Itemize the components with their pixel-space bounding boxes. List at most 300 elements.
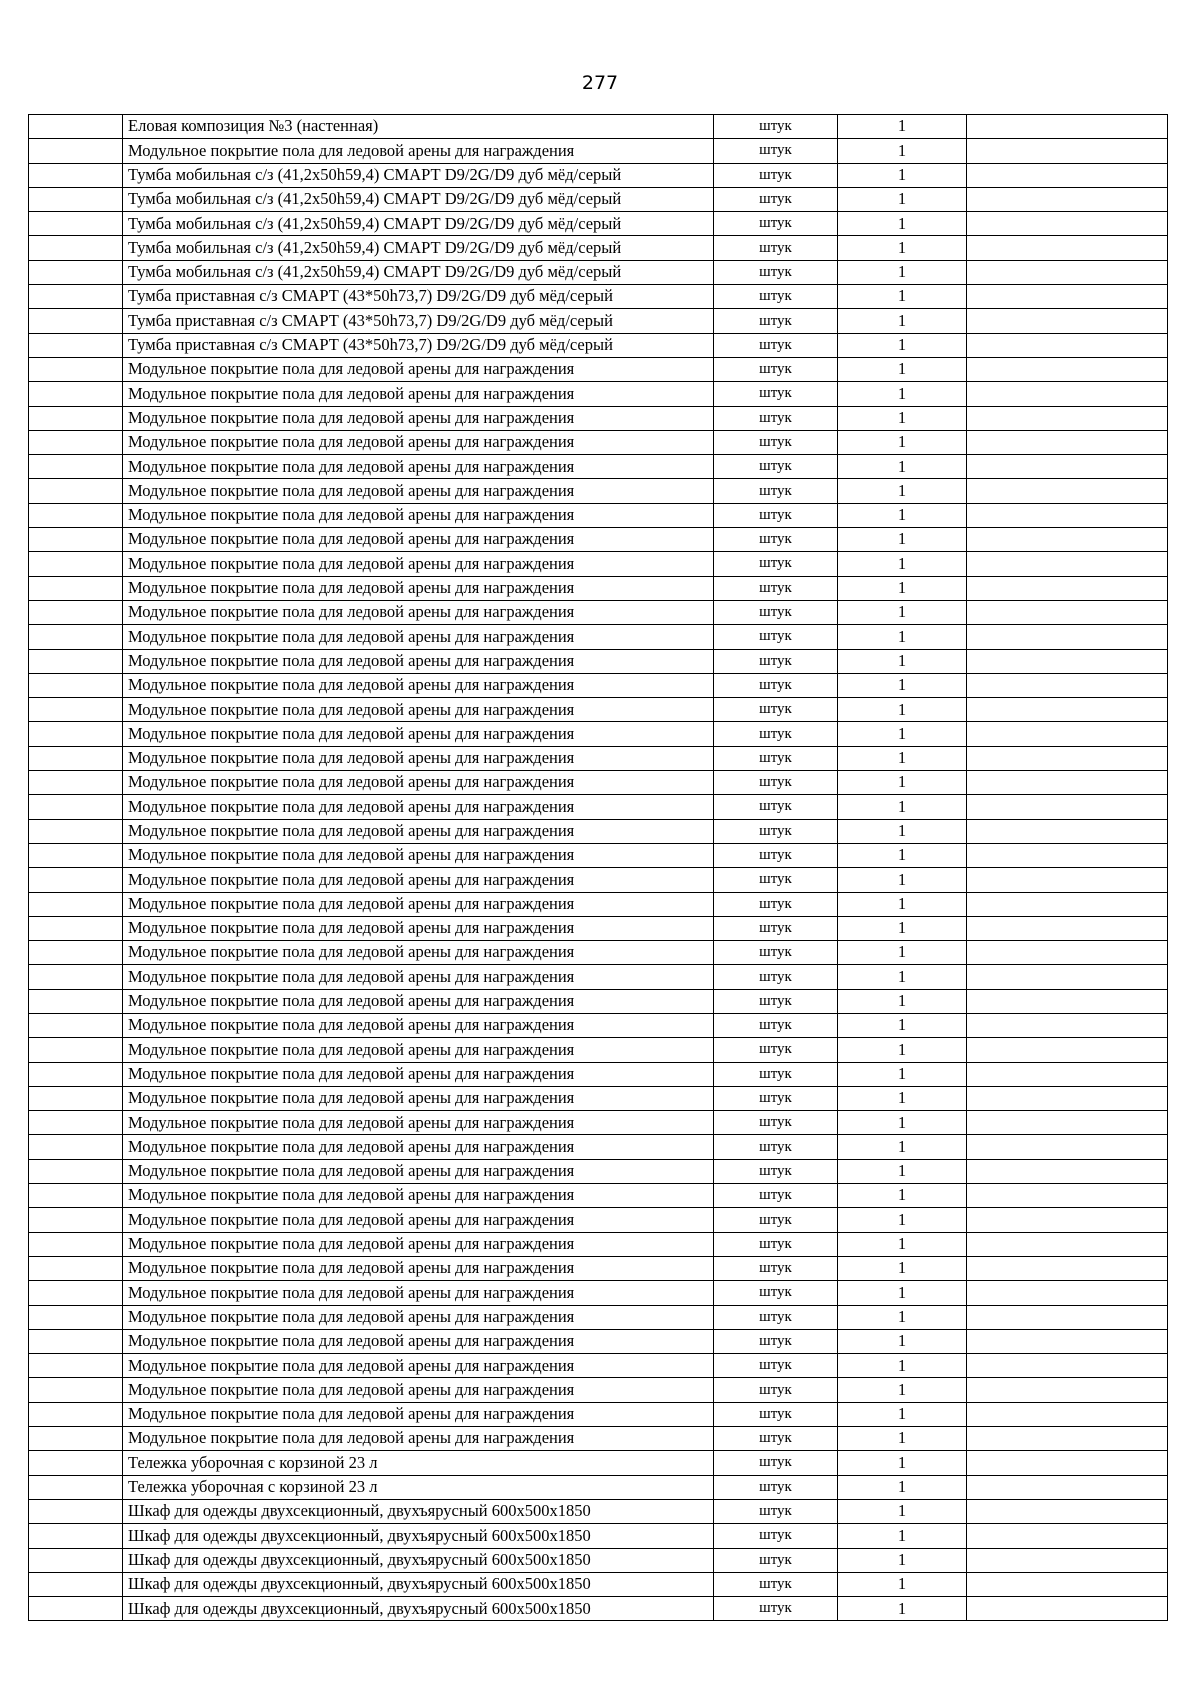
index-cell: [29, 552, 123, 576]
index-cell: [29, 1281, 123, 1305]
index-cell: [29, 576, 123, 600]
index-cell: [29, 1475, 123, 1499]
quantity-cell: 1: [838, 1159, 967, 1183]
note-cell: [967, 600, 1168, 624]
note-cell: [967, 1572, 1168, 1596]
note-cell: [967, 309, 1168, 333]
unit-cell: штук: [714, 843, 838, 867]
note-cell: [967, 357, 1168, 381]
quantity-cell: 1: [838, 115, 967, 139]
item-name-cell: Модульное покрытие пола для ледовой арены для награждения: [123, 1013, 714, 1037]
quantity-cell: 1: [838, 771, 967, 795]
index-cell: [29, 698, 123, 722]
item-name-cell: Модульное покрытие пола для ледовой арены для награждения: [123, 1256, 714, 1280]
item-name-cell: Модульное покрытие пола для ледовой арены для награждения: [123, 1329, 714, 1353]
quantity-cell: 1: [838, 163, 967, 187]
item-name-cell: Модульное покрытие пола для ледовой арены для награждения: [123, 965, 714, 989]
note-cell: [967, 552, 1168, 576]
quantity-cell: 1: [838, 1354, 967, 1378]
table-row: [29, 1208, 1168, 1232]
index-cell: [29, 406, 123, 430]
item-name-cell: Модульное покрытие пола для ледовой арены для награждения: [123, 357, 714, 381]
table-row: [29, 455, 1168, 479]
table-row: [29, 1135, 1168, 1159]
quantity-cell: 1: [838, 455, 967, 479]
item-name-cell: Шкаф для одежды двухсекционный, двухъярусный 600х500х1850: [123, 1548, 714, 1572]
item-name-cell: Модульное покрытие пола для ледовой арены для награждения: [123, 1354, 714, 1378]
quantity-cell: 1: [838, 989, 967, 1013]
table-row: [29, 600, 1168, 624]
note-cell: [967, 1038, 1168, 1062]
table-row: [29, 1427, 1168, 1451]
quantity-cell: 1: [838, 333, 967, 357]
note-cell: [967, 1378, 1168, 1402]
unit-cell: штук: [714, 1354, 838, 1378]
table-row: [29, 430, 1168, 454]
quantity-cell: 1: [838, 600, 967, 624]
note-cell: [967, 236, 1168, 260]
index-cell: [29, 649, 123, 673]
quantity-cell: 1: [838, 1427, 967, 1451]
unit-cell: штук: [714, 552, 838, 576]
index-cell: [29, 333, 123, 357]
unit-cell: штук: [714, 1281, 838, 1305]
unit-cell: штук: [714, 528, 838, 552]
unit-cell: штук: [714, 576, 838, 600]
index-cell: [29, 795, 123, 819]
table-row: [29, 333, 1168, 357]
index-cell: [29, 819, 123, 843]
index-cell: [29, 455, 123, 479]
item-name-cell: Модульное покрытие пола для ледовой арены для награждения: [123, 698, 714, 722]
table-row: [29, 819, 1168, 843]
table-row: [29, 989, 1168, 1013]
note-cell: [967, 1159, 1168, 1183]
table-row: [29, 892, 1168, 916]
index-cell: [29, 722, 123, 746]
table-row: [29, 285, 1168, 309]
item-name-cell: Модульное покрытие пола для ледовой арены для награждения: [123, 528, 714, 552]
quantity-cell: 1: [838, 1062, 967, 1086]
note-cell: [967, 1013, 1168, 1037]
unit-cell: штук: [714, 357, 838, 381]
note-cell: [967, 722, 1168, 746]
quantity-cell: 1: [838, 1135, 967, 1159]
unit-cell: штук: [714, 1135, 838, 1159]
table-row: [29, 1548, 1168, 1572]
quantity-cell: 1: [838, 843, 967, 867]
table-row: [29, 187, 1168, 211]
quantity-cell: 1: [838, 187, 967, 211]
table-row: [29, 916, 1168, 940]
table-row: [29, 1111, 1168, 1135]
table-row: [29, 649, 1168, 673]
item-name-cell: Модульное покрытие пола для ледовой арены для награждения: [123, 139, 714, 163]
item-name-cell: Модульное покрытие пола для ледовой арены для награждения: [123, 1159, 714, 1183]
index-cell: [29, 1329, 123, 1353]
unit-cell: штук: [714, 115, 838, 139]
index-cell: [29, 1378, 123, 1402]
note-cell: [967, 868, 1168, 892]
quantity-cell: 1: [838, 1524, 967, 1548]
table-row: [29, 1475, 1168, 1499]
item-name-cell: Модульное покрытие пола для ледовой арены для награждения: [123, 1184, 714, 1208]
table-row: [29, 406, 1168, 430]
note-cell: [967, 1354, 1168, 1378]
index-cell: [29, 1402, 123, 1426]
index-cell: [29, 479, 123, 503]
note-cell: [967, 1499, 1168, 1523]
quantity-cell: 1: [838, 722, 967, 746]
table-row: [29, 868, 1168, 892]
unit-cell: штук: [714, 1475, 838, 1499]
note-cell: [967, 1597, 1168, 1621]
unit-cell: штук: [714, 965, 838, 989]
table-row: [29, 965, 1168, 989]
note-cell: [967, 965, 1168, 989]
index-cell: [29, 236, 123, 260]
index-cell: [29, 1086, 123, 1110]
table-row: [29, 139, 1168, 163]
index-cell: [29, 989, 123, 1013]
unit-cell: штук: [714, 406, 838, 430]
unit-cell: штук: [714, 1402, 838, 1426]
unit-cell: штук: [714, 1062, 838, 1086]
table-row: [29, 1524, 1168, 1548]
quantity-cell: 1: [838, 1402, 967, 1426]
table-row: [29, 1499, 1168, 1523]
unit-cell: штук: [714, 1013, 838, 1037]
index-cell: [29, 1256, 123, 1280]
note-cell: [967, 771, 1168, 795]
item-name-cell: Модульное покрытие пола для ледовой арены для награждения: [123, 916, 714, 940]
table-row: [29, 1402, 1168, 1426]
unit-cell: штук: [714, 1524, 838, 1548]
quantity-cell: 1: [838, 1086, 967, 1110]
item-name-cell: Тумба приставная с/з СМАРТ (43*50h73,7) D9/2G/D9 дуб мёд/серый: [123, 309, 714, 333]
table-row: [29, 479, 1168, 503]
item-name-cell: Модульное покрытие пола для ледовой арены для награждения: [123, 941, 714, 965]
item-name-cell: Модульное покрытие пола для ледовой арены для награждения: [123, 1062, 714, 1086]
quantity-cell: 1: [838, 1208, 967, 1232]
index-cell: [29, 1572, 123, 1596]
table-row: [29, 722, 1168, 746]
item-name-cell: Модульное покрытие пола для ледовой арены для награждения: [123, 382, 714, 406]
unit-cell: штук: [714, 625, 838, 649]
item-name-cell: Тележка уборочная с корзиной 23 л: [123, 1451, 714, 1475]
note-cell: [967, 673, 1168, 697]
unit-cell: штук: [714, 382, 838, 406]
unit-cell: штук: [714, 1548, 838, 1572]
item-name-cell: Модульное покрытие пола для ледовой арены для награждения: [123, 649, 714, 673]
item-name-cell: Модульное покрытие пола для ледовой арены для награждения: [123, 1427, 714, 1451]
note-cell: [967, 625, 1168, 649]
unit-cell: штук: [714, 1572, 838, 1596]
item-name-cell: Модульное покрытие пола для ледовой арены для награждения: [123, 1305, 714, 1329]
unit-cell: штук: [714, 479, 838, 503]
index-cell: [29, 1305, 123, 1329]
item-name-cell: Модульное покрытие пола для ледовой арены для награждения: [123, 479, 714, 503]
item-name-cell: Тумба приставная с/з СМАРТ (43*50h73,7) D9/2G/D9 дуб мёд/серый: [123, 285, 714, 309]
quantity-cell: 1: [838, 1038, 967, 1062]
table-row: [29, 625, 1168, 649]
note-cell: [967, 916, 1168, 940]
quantity-cell: 1: [838, 212, 967, 236]
quantity-cell: 1: [838, 819, 967, 843]
quantity-cell: 1: [838, 1232, 967, 1256]
item-name-cell: Модульное покрытие пола для ледовой арены для награждения: [123, 576, 714, 600]
table-row: [29, 309, 1168, 333]
note-cell: [967, 1062, 1168, 1086]
index-cell: [29, 1208, 123, 1232]
note-cell: [967, 1086, 1168, 1110]
note-cell: [967, 698, 1168, 722]
unit-cell: штук: [714, 1499, 838, 1523]
quantity-cell: 1: [838, 916, 967, 940]
quantity-cell: 1: [838, 552, 967, 576]
table-row: [29, 576, 1168, 600]
unit-cell: штук: [714, 941, 838, 965]
quantity-cell: 1: [838, 382, 967, 406]
table-row: [29, 1572, 1168, 1596]
index-cell: [29, 382, 123, 406]
quantity-cell: 1: [838, 892, 967, 916]
index-cell: [29, 163, 123, 187]
table-row: [29, 163, 1168, 187]
table-row: [29, 1232, 1168, 1256]
item-name-cell: Модульное покрытие пола для ледовой арены для награждения: [123, 1135, 714, 1159]
item-name-cell: Модульное покрытие пола для ледовой арены для награждения: [123, 1281, 714, 1305]
unit-cell: штук: [714, 1232, 838, 1256]
item-name-cell: Модульное покрытие пола для ледовой арены для награждения: [123, 503, 714, 527]
table-row: [29, 1256, 1168, 1280]
unit-cell: штук: [714, 989, 838, 1013]
note-cell: [967, 1208, 1168, 1232]
item-name-cell: Тумба приставная с/з СМАРТ (43*50h73,7) D9/2G/D9 дуб мёд/серый: [123, 333, 714, 357]
index-cell: [29, 1427, 123, 1451]
quantity-cell: 1: [838, 1378, 967, 1402]
unit-cell: штук: [714, 1305, 838, 1329]
index-cell: [29, 892, 123, 916]
table-row: [29, 673, 1168, 697]
note-cell: [967, 1475, 1168, 1499]
item-name-cell: Еловая композиция №3 (настенная): [123, 115, 714, 139]
quantity-cell: 1: [838, 1305, 967, 1329]
quantity-cell: 1: [838, 357, 967, 381]
unit-cell: штук: [714, 1038, 838, 1062]
note-cell: [967, 382, 1168, 406]
index-cell: [29, 843, 123, 867]
index-cell: [29, 430, 123, 454]
index-cell: [29, 1354, 123, 1378]
quantity-cell: 1: [838, 406, 967, 430]
quantity-cell: 1: [838, 309, 967, 333]
item-name-cell: Модульное покрытие пола для ледовой арены для награждения: [123, 892, 714, 916]
unit-cell: штук: [714, 1086, 838, 1110]
index-cell: [29, 139, 123, 163]
table-row: [29, 1184, 1168, 1208]
item-name-cell: Модульное покрытие пола для ледовой арены для награждения: [123, 406, 714, 430]
quantity-cell: 1: [838, 285, 967, 309]
unit-cell: штук: [714, 260, 838, 284]
note-cell: [967, 163, 1168, 187]
unit-cell: штук: [714, 1159, 838, 1183]
unit-cell: штук: [714, 746, 838, 770]
index-cell: [29, 260, 123, 284]
note-cell: [967, 406, 1168, 430]
index-cell: [29, 868, 123, 892]
note-cell: [967, 1305, 1168, 1329]
quantity-cell: 1: [838, 260, 967, 284]
item-name-cell: Модульное покрытие пола для ледовой арены для награждения: [123, 552, 714, 576]
item-name-cell: Тележка уборочная с корзиной 23 л: [123, 1475, 714, 1499]
index-cell: [29, 1159, 123, 1183]
quantity-cell: 1: [838, 236, 967, 260]
index-cell: [29, 285, 123, 309]
quantity-cell: 1: [838, 1329, 967, 1353]
table-row: [29, 528, 1168, 552]
quantity-cell: 1: [838, 746, 967, 770]
item-name-cell: Тумба мобильная с/з (41,2х50h59,4) СМАРТ D9/2G/D9 дуб мёд/серый: [123, 163, 714, 187]
unit-cell: штук: [714, 455, 838, 479]
note-cell: [967, 187, 1168, 211]
table-row: [29, 1038, 1168, 1062]
unit-cell: штук: [714, 600, 838, 624]
index-cell: [29, 357, 123, 381]
item-name-cell: Модульное покрытие пола для ледовой арены для награждения: [123, 868, 714, 892]
item-name-cell: Тумба мобильная с/з (41,2х50h59,4) СМАРТ D9/2G/D9 дуб мёд/серый: [123, 260, 714, 284]
item-name-cell: Модульное покрытие пола для ледовой арены для награждения: [123, 795, 714, 819]
table-row: [29, 1305, 1168, 1329]
index-cell: [29, 115, 123, 139]
unit-cell: штук: [714, 892, 838, 916]
note-cell: [967, 1184, 1168, 1208]
index-cell: [29, 1597, 123, 1621]
note-cell: [967, 795, 1168, 819]
table-row: [29, 1354, 1168, 1378]
quantity-cell: 1: [838, 1281, 967, 1305]
note-cell: [967, 333, 1168, 357]
index-cell: [29, 771, 123, 795]
table-row: [29, 212, 1168, 236]
index-cell: [29, 1499, 123, 1523]
table-row: [29, 771, 1168, 795]
index-cell: [29, 1062, 123, 1086]
index-cell: [29, 1524, 123, 1548]
inventory-table: [28, 114, 1168, 1621]
note-cell: [967, 1524, 1168, 1548]
item-name-cell: Тумба мобильная с/з (41,2х50h59,4) СМАРТ D9/2G/D9 дуб мёд/серый: [123, 187, 714, 211]
quantity-cell: 1: [838, 430, 967, 454]
note-cell: [967, 503, 1168, 527]
quantity-cell: 1: [838, 1548, 967, 1572]
item-name-cell: Модульное покрытие пола для ледовой арены для награждения: [123, 1402, 714, 1426]
inventory-table-body: [29, 115, 1168, 1621]
note-cell: [967, 479, 1168, 503]
note-cell: [967, 989, 1168, 1013]
quantity-cell: 1: [838, 941, 967, 965]
note-cell: [967, 649, 1168, 673]
item-name-cell: Модульное покрытие пола для ледовой арены для награждения: [123, 746, 714, 770]
quantity-cell: 1: [838, 965, 967, 989]
table-row: [29, 795, 1168, 819]
item-name-cell: Шкаф для одежды двухсекционный, двухъярусный 600х500х1850: [123, 1572, 714, 1596]
unit-cell: штук: [714, 916, 838, 940]
item-name-cell: Модульное покрытие пола для ледовой арены для награждения: [123, 1208, 714, 1232]
note-cell: [967, 455, 1168, 479]
item-name-cell: Модульное покрытие пола для ледовой арены для награждения: [123, 673, 714, 697]
unit-cell: штук: [714, 722, 838, 746]
item-name-cell: Тумба мобильная с/з (41,2х50h59,4) СМАРТ D9/2G/D9 дуб мёд/серый: [123, 236, 714, 260]
note-cell: [967, 1451, 1168, 1475]
quantity-cell: 1: [838, 576, 967, 600]
item-name-cell: Модульное покрытие пола для ледовой арены для награждения: [123, 843, 714, 867]
unit-cell: штук: [714, 819, 838, 843]
note-cell: [967, 528, 1168, 552]
index-cell: [29, 916, 123, 940]
unit-cell: штук: [714, 1597, 838, 1621]
quantity-cell: 1: [838, 1013, 967, 1037]
note-cell: [967, 1111, 1168, 1135]
table-row: [29, 1329, 1168, 1353]
index-cell: [29, 941, 123, 965]
note-cell: [967, 139, 1168, 163]
quantity-cell: 1: [838, 649, 967, 673]
index-cell: [29, 187, 123, 211]
item-name-cell: Модульное покрытие пола для ледовой арены для награждения: [123, 430, 714, 454]
note-cell: [967, 1548, 1168, 1572]
item-name-cell: Модульное покрытие пола для ледовой арены для награждения: [123, 455, 714, 479]
table-row: [29, 115, 1168, 139]
note-cell: [967, 746, 1168, 770]
table-row: [29, 1378, 1168, 1402]
note-cell: [967, 1402, 1168, 1426]
table-row: [29, 1281, 1168, 1305]
quantity-cell: 1: [838, 1111, 967, 1135]
table-row: [29, 357, 1168, 381]
note-cell: [967, 819, 1168, 843]
note-cell: [967, 1135, 1168, 1159]
unit-cell: штук: [714, 187, 838, 211]
item-name-cell: Модульное покрытие пола для ледовой арены для награждения: [123, 819, 714, 843]
table-row: [29, 1013, 1168, 1037]
unit-cell: штук: [714, 868, 838, 892]
note-cell: [967, 1232, 1168, 1256]
item-name-cell: Шкаф для одежды двухсекционный, двухъярусный 600х500х1850: [123, 1499, 714, 1523]
table-row: [29, 1159, 1168, 1183]
index-cell: [29, 965, 123, 989]
quantity-cell: 1: [838, 1184, 967, 1208]
table-row: [29, 1597, 1168, 1621]
quantity-cell: 1: [838, 1572, 967, 1596]
note-cell: [967, 576, 1168, 600]
unit-cell: штук: [714, 698, 838, 722]
unit-cell: штук: [714, 163, 838, 187]
quantity-cell: 1: [838, 625, 967, 649]
item-name-cell: Модульное покрытие пола для ледовой арены для награждения: [123, 1378, 714, 1402]
unit-cell: штук: [714, 771, 838, 795]
table-row: [29, 941, 1168, 965]
table-row: [29, 503, 1168, 527]
note-cell: [967, 892, 1168, 916]
item-name-cell: Модульное покрытие пола для ледовой арены для награждения: [123, 771, 714, 795]
unit-cell: штук: [714, 1208, 838, 1232]
unit-cell: штук: [714, 236, 838, 260]
quantity-cell: 1: [838, 698, 967, 722]
item-name-cell: Модульное покрытие пола для ледовой арены для награждения: [123, 600, 714, 624]
unit-cell: штук: [714, 1378, 838, 1402]
table-row: [29, 698, 1168, 722]
